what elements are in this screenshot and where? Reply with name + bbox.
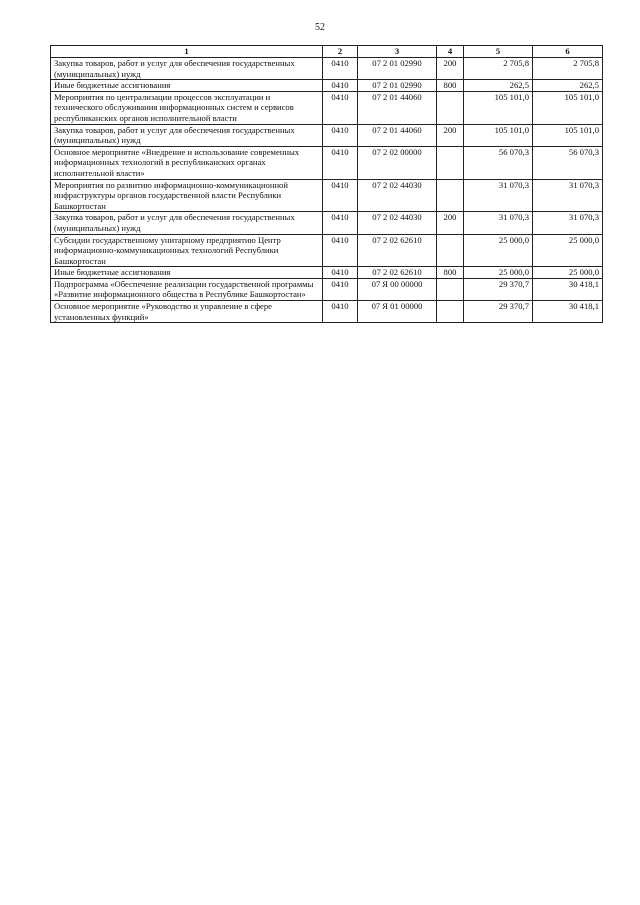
row-expense-type: 200 [437,58,464,80]
row-name: Основное мероприятие «Руководство и управление в сфере установленных функций» [51,301,323,323]
row-section: 0410 [323,301,358,323]
row-article: 07 2 02 62610 [358,267,437,279]
row-amount-2: 105 101,0 [533,124,603,146]
row-section: 0410 [323,91,358,124]
page-number: 52 [315,22,325,33]
table-row [51,234,603,267]
row-amount-1: 2 705,8 [464,58,533,80]
row-amount-1: 262,5 [464,80,533,92]
row-expense-type: 200 [437,212,464,234]
table-row [51,124,603,146]
row-name: Закупка товаров, работ и услуг для обеспечения государственных (муниципальных) нужд [51,124,323,146]
row-amount-1: 105 101,0 [464,91,533,124]
row-expense-type: 800 [437,80,464,92]
row-amount-2: 56 070,3 [533,146,603,179]
table-row [51,278,603,300]
row-amount-2: 105 101,0 [533,91,603,124]
row-amount-1: 56 070,3 [464,146,533,179]
table-row [51,179,603,212]
column-header-amount-1: 5 [464,46,533,58]
row-name: Мероприятия по централизации процессов эксплуатации и технического обслуживания информационных систем и сервисов республиканских органов исполнительной власти [51,91,323,124]
row-amount-1: 25 000,0 [464,234,533,267]
row-name: Закупка товаров, работ и услуг для обеспечения государственных (муниципальных) нужд [51,58,323,80]
row-name: Основное мероприятие «Внедрение и использование современных информационных технологий в республиканских органах исполнительной власти» [51,146,323,179]
row-amount-2: 25 000,0 [533,234,603,267]
row-section: 0410 [323,80,358,92]
table-row [51,146,603,179]
row-expense-type [437,91,464,124]
row-article: 07 2 02 62610 [358,234,437,267]
row-name: Подпрограмма «Обеспечение реализации государственной программы «Развитие информационного общества в Республике Башкортостан» [51,278,323,300]
column-header-amount-2: 6 [533,46,603,58]
row-expense-type: 200 [437,124,464,146]
row-amount-2: 31 070,3 [533,212,603,234]
table-row [51,267,603,279]
row-article: 07 Я 00 00000 [358,278,437,300]
row-section: 0410 [323,146,358,179]
column-header-article: 3 [358,46,437,58]
row-article: 07 2 01 44060 [358,124,437,146]
budget-table [50,45,603,323]
table-header-row [51,46,603,58]
row-article: 07 Я 01 00000 [358,301,437,323]
row-amount-2: 2 705,8 [533,58,603,80]
row-amount-2: 262,5 [533,80,603,92]
row-amount-2: 31 070,3 [533,179,603,212]
row-section: 0410 [323,124,358,146]
column-header-expense-type: 4 [437,46,464,58]
table-row [51,58,603,80]
table-row [51,91,603,124]
row-article: 07 2 02 00000 [358,146,437,179]
row-amount-1: 29 370,7 [464,301,533,323]
row-expense-type [437,278,464,300]
row-amount-2: 30 418,1 [533,278,603,300]
table-row [51,212,603,234]
row-article: 07 2 02 44030 [358,179,437,212]
row-expense-type [437,301,464,323]
row-name: Субсидии государственному унитарному предприятию Центр информационно-коммуникационных технологий Республики Башкортостан [51,234,323,267]
row-article: 07 2 01 02990 [358,58,437,80]
row-section: 0410 [323,179,358,212]
row-name: Иные бюджетные ассигнования [51,267,323,279]
row-name: Мероприятия по развитию информационно-коммуникационной инфраструктуры органов государственной власти Республики Башкортостан [51,179,323,212]
row-expense-type [437,234,464,267]
column-header-name: 1 [51,46,323,58]
row-section: 0410 [323,234,358,267]
row-expense-type [437,146,464,179]
column-header-section: 2 [323,46,358,58]
row-section: 0410 [323,212,358,234]
row-amount-1: 31 070,3 [464,179,533,212]
row-amount-2: 30 418,1 [533,301,603,323]
row-amount-1: 29 370,7 [464,278,533,300]
row-section: 0410 [323,278,358,300]
row-amount-2: 25 000,0 [533,267,603,279]
row-article: 07 2 02 44030 [358,212,437,234]
row-amount-1: 25 000,0 [464,267,533,279]
row-amount-1: 105 101,0 [464,124,533,146]
row-name: Закупка товаров, работ и услуг для обеспечения государственных (муниципальных) нужд [51,212,323,234]
table-row [51,80,603,92]
row-article: 07 2 01 44060 [358,91,437,124]
row-article: 07 2 01 02990 [358,80,437,92]
row-expense-type [437,179,464,212]
row-section: 0410 [323,58,358,80]
row-amount-1: 31 070,3 [464,212,533,234]
table-row [51,301,603,323]
row-name: Иные бюджетные ассигнования [51,80,323,92]
row-section: 0410 [323,267,358,279]
row-expense-type: 800 [437,267,464,279]
